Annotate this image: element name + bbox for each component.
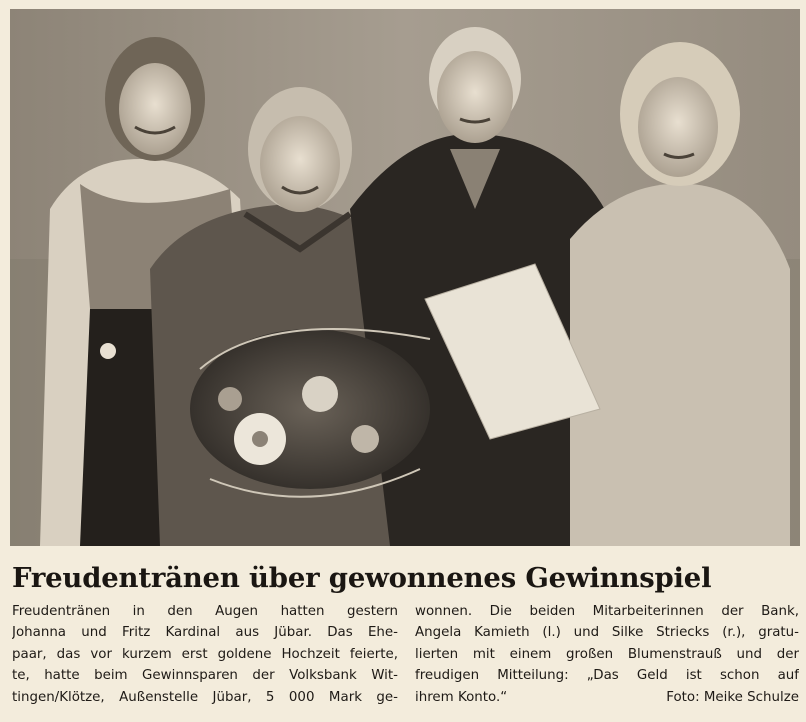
body-line: freudigen Mitteilung: „Das Geld ist schon auf <box>415 668 799 684</box>
body-line: te, hatte beim Gewinnsparen der Volksbank Wit- <box>12 668 398 684</box>
photo-illustration <box>10 9 800 546</box>
article-photo <box>10 9 800 546</box>
body-line: Freudentränen in den Augen hatten gestern <box>12 604 398 619</box>
body-line: lierten mit einem großen Blumenstrauß und der <box>415 646 799 662</box>
body-line-final: ihrem Konto.“ <box>415 689 508 705</box>
body-line: Johanna und Fritz Kardinal aus Jübar. Das Ehe- <box>12 625 398 641</box>
article-body <box>12 601 802 719</box>
headline: Freudentränen über gewonnenes Gewinnspiel <box>12 562 712 594</box>
photo-credit: Foto: Meike Schulze <box>666 689 799 705</box>
body-line: wonnen. Die beiden Mitarbeiterinnen der Bank, <box>415 604 799 619</box>
body-line: paar, das vor kurzem erst goldene Hochzeit feierte, <box>12 646 398 662</box>
body-line: tingen/Klötze, Außenstelle Jübar, 5 000 Mark ge- <box>12 689 398 705</box>
final-line <box>415 687 799 708</box>
body-column-left <box>12 601 398 708</box>
body-line: Angela Kamieth (l.) und Silke Striecks (r.), gratu- <box>415 625 799 641</box>
body-column-right <box>415 601 799 708</box>
